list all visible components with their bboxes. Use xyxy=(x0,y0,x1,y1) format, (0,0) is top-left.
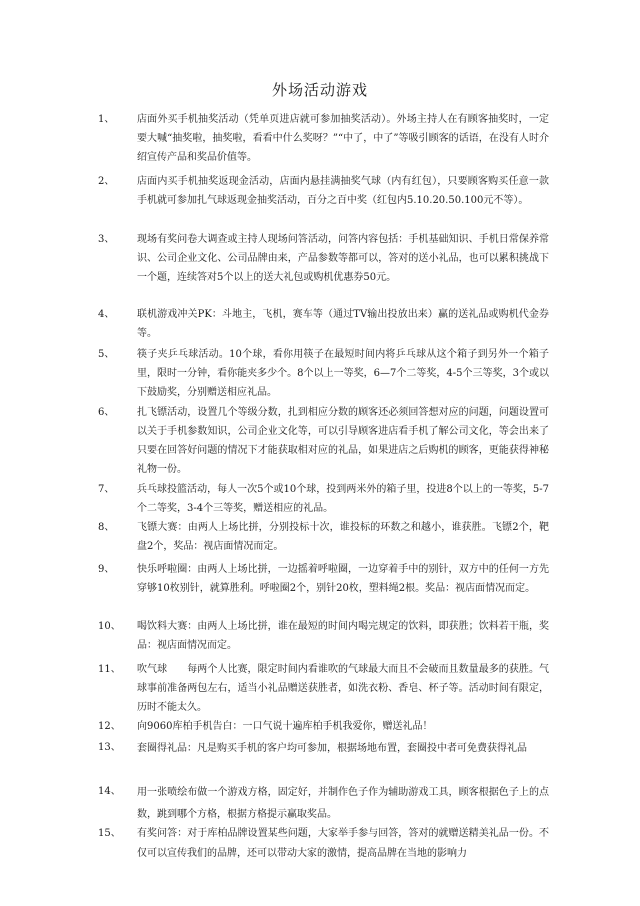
item-number: 15、 xyxy=(98,828,121,839)
item-number: 4、 xyxy=(98,309,115,320)
item-text: 扎飞镖活动，设置几个等级分数，扎到相应分数的顾客还必须回答想对应的问题，问题设置可以关于手机参数知识，公司企业文化等，可以引导顾客进店看手机了解公司文化，等会出来了只要在回答好问题的情况下才能获取相对应的礼品，如果进店之后购机的顾客，更能获得神秘礼物一份。 xyxy=(137,407,549,475)
item-number: 9、 xyxy=(98,564,115,575)
item-text: 用一张喷绘布做一个游戏方格，固定好，并制作色子作为辅助游戏工具，顾客根据色子上的点数，跳到哪个方格，根据方格提示赢取奖品。 xyxy=(137,787,549,820)
item-number: 7、 xyxy=(98,484,115,495)
item-number: 6、 xyxy=(98,407,115,418)
item-text: 飞镖大赛：由两人上场比拼，分别投标十次，谁投标的环数之和越小，谁获胜。飞镖2个，靶盘2个，奖品：视店面情况而定。 xyxy=(137,522,549,552)
item-number: 10、 xyxy=(98,621,121,632)
item-number: 13、 xyxy=(98,742,121,753)
item-number: 14、 xyxy=(98,786,121,797)
item-text: 喝饮料大赛：由两人上场比拼，谁在最短的时间内喝完规定的饮料，即获胜；饮料若干瓶，奖品：视店面情况而定。 xyxy=(137,621,549,651)
item-text: 店面内买手机抽奖返现金活动，店面内悬挂满抽奖气球（内有红包），只要顾客购买任意一款手机就可参加扎气球返现金抽奖活动，百分之百中奖（红包内5.10.20.50.100元不等）。 xyxy=(137,176,549,206)
item-number: 11、 xyxy=(98,664,121,675)
item-number: 8、 xyxy=(98,522,115,533)
item-text: 向9060库柏手机告白：一口气说十遍库柏手机我爱你，赠送礼品！ xyxy=(137,721,433,732)
item-number: 5、 xyxy=(98,349,115,360)
item-text: 联机游戏冲关PK：斗地主，飞机，赛车等（通过TV输出投放出来）赢的送礼品或购机代金券等。 xyxy=(137,309,549,339)
item-number: 2、 xyxy=(98,176,115,187)
item-text: 有奖问答：对于库柏品牌设置某些问题，大家举手参与回答，答对的就赠送精美礼品一份。不仅可以宣传我们的品牌，还可以带动大家的激情，提高品牌在当地的影响力 xyxy=(137,828,549,859)
item-text: 现场有奖问卷大调查或主持人现场问答活动，问答内容包括：手机基础知识、手机日常保养常识、公司企业文化、公司品牌由来，产品参数等都可以，答对的送小礼品，也可以累积挑战下一个题，连续答对5个以上的送大礼包或购机优惠券50元。 xyxy=(137,234,549,283)
item-text: 兵乓球投篮活动，每人一次5个或10个球，投到两米外的箱子里，投进8个以上的一等奖，5-7个二等奖，3-4个三等奖，赠送相应的礼品。 xyxy=(137,484,549,514)
item-text: 店面外买手机抽奖活动（凭单页进店就可参加抽奖活动）。外场主持人在有顾客抽奖时，一定要大喊“抽奖啦，抽奖啦，看看中什么奖呀？”“中了，中了”等吸引顾客的话语，在没有人时介绍宣传产品和奖品价值等。 xyxy=(137,114,549,163)
page-title: 外场活动游戏 xyxy=(271,81,368,99)
item-text: 吹气球 每两个人比赛，限定时间内看谁吹的气球最大而且不会破而且数量最多的获胜。气球事前准备两包左右，适当小礼品赠送获胜者，如洗衣粉、香皂、杯子等。活动时间有限定，历时不能太久。 xyxy=(137,664,549,713)
item-number: 3、 xyxy=(98,234,115,245)
item-number: 12、 xyxy=(98,721,121,732)
item-text: 套圈得礼品：凡是购买手机的客户均可参加，根据场地布置，套圈投中者可免费获得礼品 xyxy=(137,743,527,754)
item-number: 1、 xyxy=(98,114,115,125)
item-text: 筷子夹乒乓球活动。10个球，看你用筷子在最短时间内将乒乓球从这个箱子到另外一个箱子里，限时一分钟，看你能夹多少个。8个以上一等奖，6—7个二等奖，4-5个三等奖，3个或以下鼓励奖，分别赠送相应礼品。 xyxy=(137,349,549,398)
item-text: 快乐呼啦圈：由两人上场比拼，一边摇着呼啦圈，一边穿着手中的别针，双方中的任何一方先穿够10枚别针，就算胜利。呼啦圈2个，别针20枚，塑料绳2根。奖品：视店面情况而定。 xyxy=(137,564,549,594)
